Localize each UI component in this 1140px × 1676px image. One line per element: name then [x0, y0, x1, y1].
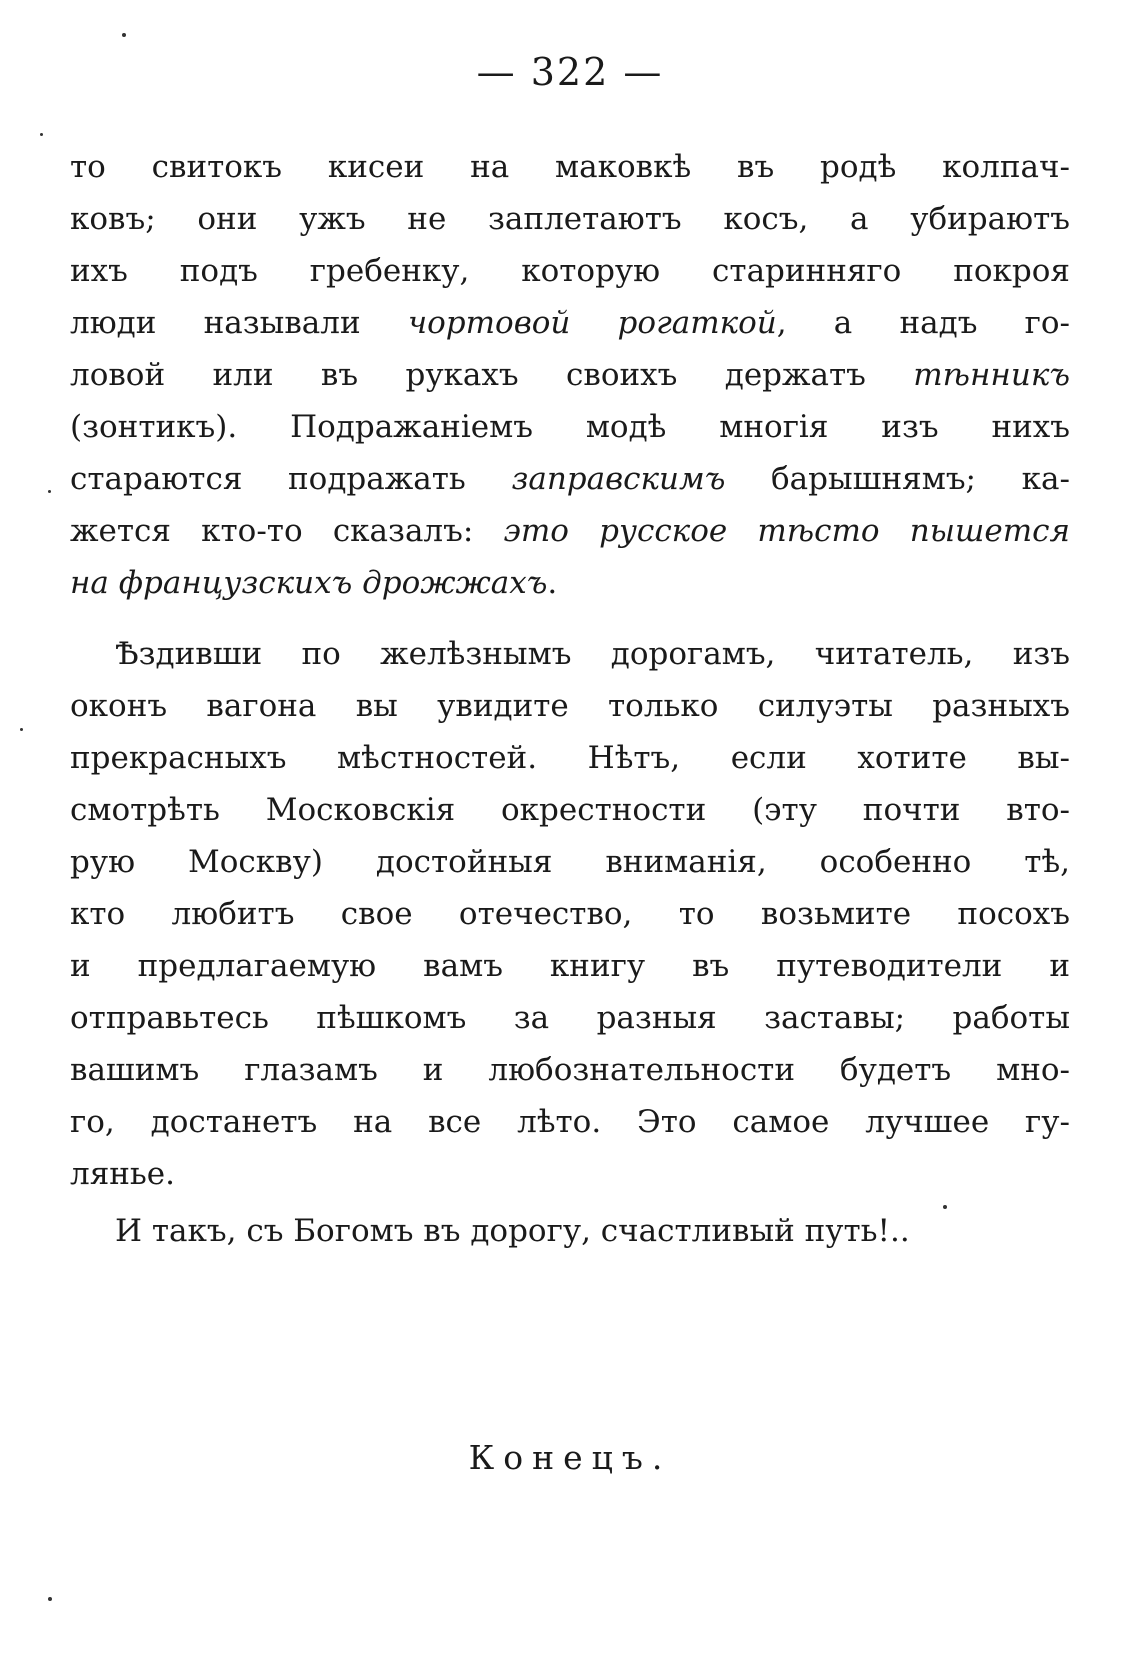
- ending-word: Конецъ.: [468, 1438, 672, 1477]
- text-line: рую Москву) достойныя вниманія, особенно тѣ,: [70, 844, 1070, 880]
- text-line: отправьтесь пѣшкомъ за разныя заставы; работы: [70, 1000, 1070, 1036]
- italic-text: заправскимъ: [511, 461, 726, 497]
- text-line: люди называли чортовой рогаткой, а надъ го-: [70, 305, 1071, 341]
- text-line: прекрасныхъ мѣстностей. Нѣтъ, если хотите вы-: [70, 740, 1070, 776]
- text-line: кто любитъ свое отечество, то возьмите посохъ: [70, 896, 1070, 932]
- italic-text: чортовой рогаткой: [407, 305, 777, 341]
- italic-text: на французскихъ дрожжахъ: [70, 565, 548, 601]
- text-line: лянье.: [70, 1156, 175, 1192]
- text-line: и предлагаемую вамъ книгу въ путеводители и: [70, 948, 1070, 984]
- text-line: ловой или въ рукахъ своихъ держатъ тѣнникъ: [70, 357, 1070, 393]
- page-number: — 322 —: [476, 50, 664, 94]
- scan-speck: [48, 490, 51, 493]
- text-line: жется кто-то сказалъ: это русское тѣсто пышется: [70, 513, 1070, 549]
- italic-text: это русское тѣсто пышется: [503, 513, 1070, 549]
- scan-speck: [20, 728, 23, 731]
- paragraph-3: [70, 1205, 1070, 1257]
- paragraph-1: [70, 141, 1070, 609]
- text-line: стараются подражать заправскимъ барышнямъ; ка-: [70, 461, 1070, 497]
- paragraph-2: [70, 628, 1070, 1200]
- text-line: ковъ; они ужъ не заплетаютъ косъ, а убираютъ: [70, 201, 1070, 237]
- scan-speck: [122, 33, 126, 37]
- scan-speck: [40, 133, 43, 136]
- text-line: то свитокъ кисеи на маковкѣ въ родѣ колпач-: [70, 149, 1070, 185]
- scan-speck: [48, 1597, 52, 1601]
- italic-text: тѣнникъ: [913, 357, 1070, 393]
- text-line: вашимъ глазамъ и любознательности будетъ мно-: [70, 1052, 1070, 1088]
- text-line: ихъ подъ гребенку, которую старинняго покроя: [70, 253, 1070, 289]
- scan-speck: [943, 1205, 947, 1209]
- text-line: Ѣздивши по желѣзнымъ дорогамъ, читатель, изъ: [115, 636, 1070, 672]
- text-line: оконъ вагона вы увидите только силуэты разныхъ: [70, 688, 1070, 724]
- text-line: И такъ, съ Богомъ въ дорогу, счастливый путь!..: [115, 1213, 910, 1249]
- text-line: смотрѣть Московскія окрестности (эту почти вто-: [70, 792, 1070, 828]
- text-line: (зонтикъ). Подражаніемъ модѣ многія изъ нихъ: [70, 409, 1070, 445]
- text-line: на французскихъ дрожжахъ.: [70, 565, 558, 601]
- text-line: го, достанетъ на все лѣто. Это самое лучшее гу-: [70, 1104, 1070, 1140]
